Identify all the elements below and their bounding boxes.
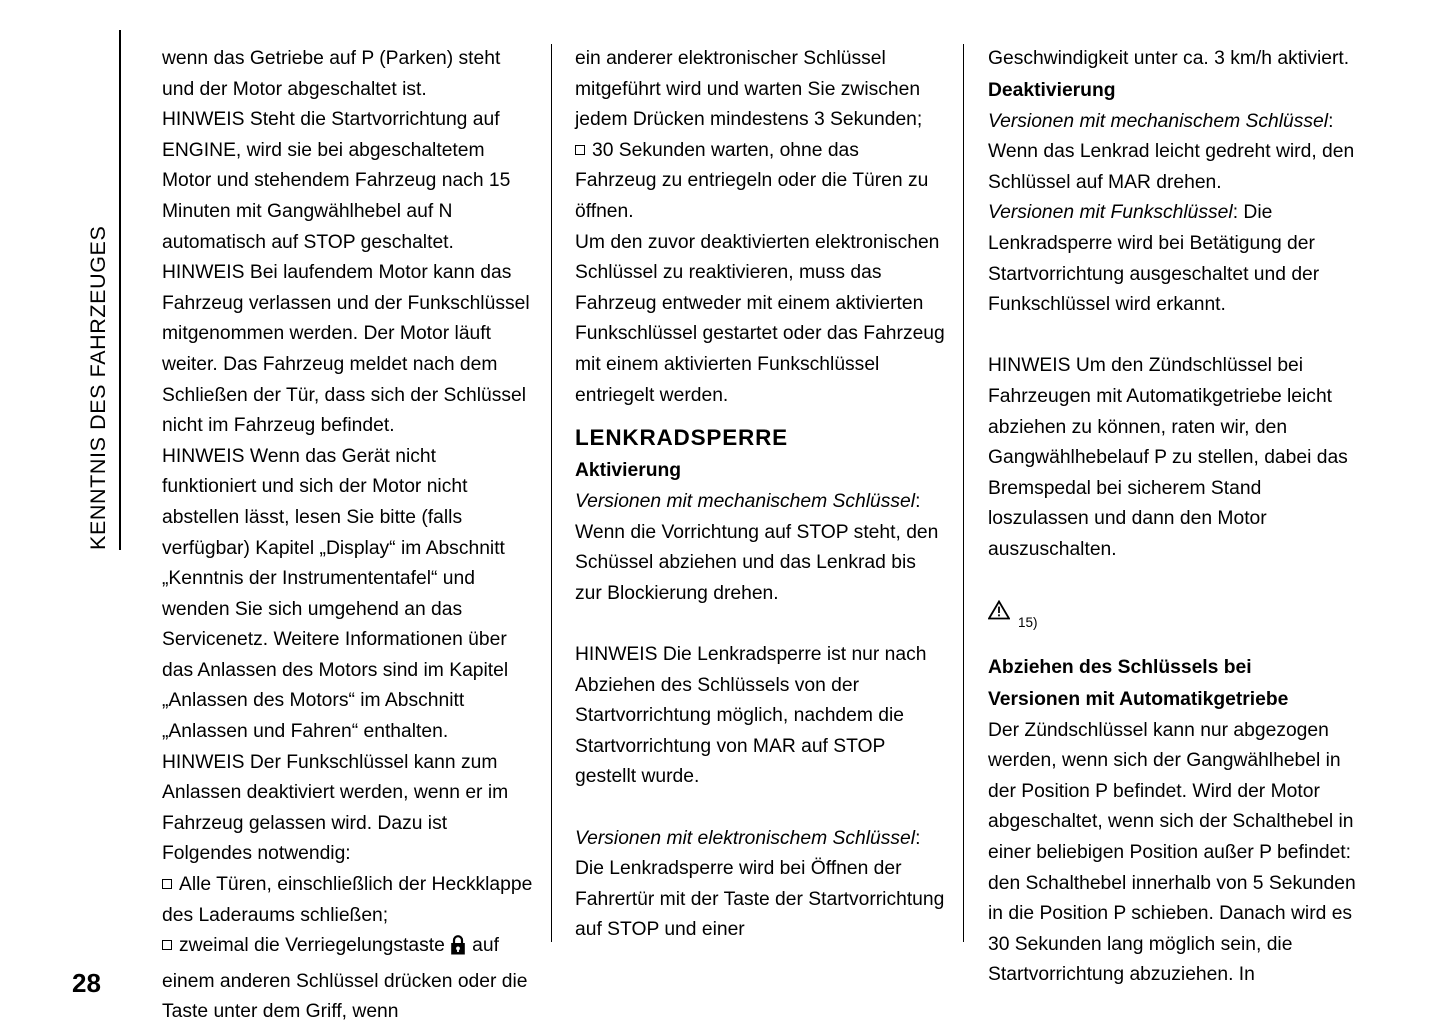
variant-text: : Wenn das Lenkrad leicht gedreht wird, den Schlüssel auf MAR drehen. bbox=[988, 110, 1355, 193]
list-item-label: zweimal die Verriegelungstaste bbox=[179, 935, 445, 957]
note-paragraph: HINWEIS Die Lenkradsperre ist nur nach Abziehen des Schlüssels von der Startvorrichtung möglich, nachdem die Startvorrichtung von MAR auf STOP gestellt wurde. bbox=[575, 644, 927, 788]
variant-label: Versionen mit mechanischem Schlüssel bbox=[575, 491, 916, 513]
chapter-tab-label: KENNTNIS DES FAHRZEUGES bbox=[86, 225, 110, 550]
variant-label: Versionen mit Funkschlüssel bbox=[988, 202, 1233, 224]
paragraph: Um den zuvor deaktivierten elektronischen Schlüssel zu reaktivieren, muss das Fahrzeug entweder mit einem aktivierten Funkschlüssel gestartet oder das Fahrzeug mit einem aktivierten Funkschlüssel entriegelt werden. bbox=[575, 231, 945, 406]
subsection-heading: Aktivierung bbox=[575, 460, 682, 482]
text-column-2 bbox=[575, 44, 945, 946]
variant-text: : Die Lenkradsperre wird bei Öffnen der Fahrertür mit der Taste der Startvorrichtung auf STOP und einer bbox=[575, 827, 945, 941]
variant-text: : Wenn die Vorrichtung auf STOP steht, den Schüssel abziehen und das Lenkrad bis zur Blockierung drehen. bbox=[575, 491, 939, 604]
paragraph bbox=[988, 107, 1366, 199]
chapter-tab bbox=[78, 30, 124, 550]
paragraph bbox=[575, 824, 945, 946]
paragraph: Der Zündschlüssel kann nur abgezogen werden, wenn sich der Gangwählhebel in der Position P befindet. Wird der Motor abgeschaltet, wenn sich der Schalthebel in einer beliebigen Position außer P befindet: den Schalthebel innerhalb von 5 Sekunden in die Position P schieben. Danach wird es 30 Sekunden lang möglich sein, die Startvorrichtung abzuziehen. In bbox=[988, 719, 1356, 986]
variant-label: Versionen mit elektronischem Schlüssel bbox=[575, 827, 916, 849]
page-number: 28 bbox=[72, 968, 101, 998]
paragraph: wenn das Getriebe auf P (Parken) steht und der Motor abgeschaltet ist. bbox=[162, 48, 501, 100]
list-item-label-continued: auf einem anderen Schlüssel drücken oder die Taste unter dem Griff, wenn bbox=[162, 935, 528, 1023]
subsection-heading-line2: Versionen mit Automatikgetriebe bbox=[988, 688, 1289, 710]
variant-label: Versionen mit mechanischem Schlüssel bbox=[988, 110, 1329, 132]
note-paragraph: HINWEIS Um den Zündschlüssel bei Fahrzeugen mit Automatikgetriebe leicht abziehen zu können, raten wir, den Gangwählhebelauf P zu stellen, dabei das Bremspedal bei sicherem Stand loszulassen und dann den Motor auszuschalten. bbox=[988, 355, 1348, 560]
warning-triangle-icon bbox=[988, 600, 1010, 631]
subsection-heading: Deaktivierung bbox=[988, 79, 1116, 101]
lock-icon bbox=[449, 934, 467, 967]
list-item bbox=[162, 931, 534, 1028]
paragraph bbox=[988, 198, 1366, 320]
column-divider-1 bbox=[551, 44, 552, 942]
paragraph: HINWEIS Der Funkschlüssel kann zum Anlassen deaktiviert werden, wenn er im Fahrzeug gelassen wird. Dazu ist Folgendes notwendig: bbox=[162, 751, 509, 865]
paragraph: Geschwindigkeit unter ca. 3 km/h aktiviert. bbox=[988, 48, 1350, 69]
square-bullet-icon bbox=[162, 879, 172, 889]
list-item-label: 30 Sekunden warten, ohne das Fahrzeug zu entriegeln oder die Türen zu öffnen. bbox=[575, 139, 929, 222]
column-divider-2 bbox=[963, 44, 964, 942]
warning-reference bbox=[988, 600, 1366, 631]
text-column-1 bbox=[162, 44, 534, 1028]
chapter-tab-rule bbox=[119, 30, 121, 550]
warning-number: 15) bbox=[1018, 614, 1038, 630]
variant-text: : Die Lenkradsperre wird bei Betätigung der Startvorrichtung ausgeschaltet und der Funkschlüssel wird erkannt. bbox=[988, 202, 1320, 316]
paragraph bbox=[575, 487, 945, 609]
section-heading: LENKRADSPERRE bbox=[575, 425, 788, 451]
paragraph: ein anderer elektronischer Schlüssel mitgeführt wird und warten Sie zwischen jedem Drücken mindestens 3 Sekunden; bbox=[575, 48, 923, 131]
square-bullet-icon bbox=[575, 145, 585, 155]
list-item bbox=[162, 870, 534, 931]
list-item bbox=[575, 136, 945, 228]
list-item-label: Alle Türen, einschließlich der Heckklappe des Laderaums schließen; bbox=[162, 874, 533, 926]
square-bullet-icon bbox=[162, 940, 172, 950]
paragraph: HINWEIS Wenn das Gerät nicht funktioniert und sich der Motor nicht abstellen lässt, lesen Sie bitte (falls verfügbar) Kapitel „Display“ im Abschnitt „Kenntnis der Instrumententafel“ und wenden Sie sich umgehend an das Servicenetz. Weitere Informationen über das Anlassen des Motors sind im Kapitel „Anlassen des Motors“ im Abschnitt „Anlassen und Fahren“ enthalten. bbox=[162, 445, 509, 743]
paragraph: HINWEIS Bei laufendem Motor kann das Fahrzeug verlassen und der Funkschlüssel mitgenommen werden. Der Motor läuft weiter. Das Fahrzeug meldet nach dem Schließen der Tür, dass sich der Schlüssel nicht im Fahrzeug befindet. bbox=[162, 262, 530, 437]
subsection-heading-line1: Abziehen des Schlüssels bei bbox=[988, 656, 1252, 678]
text-column-3 bbox=[988, 44, 1366, 991]
paragraph: HINWEIS Steht die Startvorrichtung auf ENGINE, wird sie bei abgeschaltetem Motor und stehendem Fahrzeug nach 15 Minuten mit Gangwählhebel auf N automatisch auf STOP geschaltet. bbox=[162, 109, 511, 253]
